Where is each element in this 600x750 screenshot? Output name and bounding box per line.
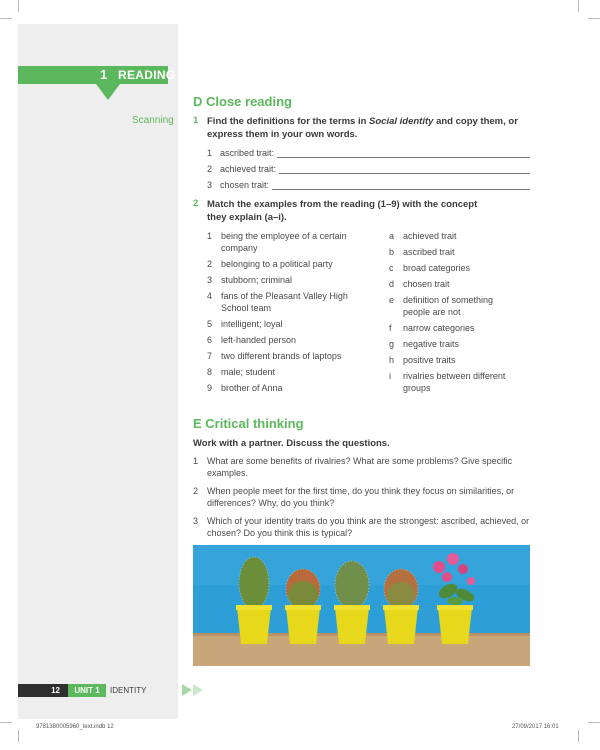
discussion-question: 3 Which of your identity traits do you think are the strongest: ascribed, achieved, or chosen? Do you think this is typical? xyxy=(193,516,530,538)
example-item-text: intelligent; loyal xyxy=(221,319,283,329)
crop-mark xyxy=(0,18,12,19)
example-item-number: 2 xyxy=(207,259,213,269)
discussion-question: 1 What are some benefits of rivalries? What are some problems? Give specific examples. xyxy=(193,456,513,478)
answer-line[interactable] xyxy=(277,149,530,158)
example-item-text: brother of Anna xyxy=(221,383,283,393)
fill-in-row: 3 chosen trait: xyxy=(207,178,530,190)
fill-in-row: 1 ascribed trait: xyxy=(207,146,530,158)
concept-item-number: i xyxy=(389,371,391,381)
concept-item-number: h xyxy=(389,355,395,365)
concept-item-text: positive traits xyxy=(403,355,456,365)
section-e-title: E Critical thinking xyxy=(193,416,304,431)
concept-item xyxy=(389,230,533,242)
section-d-title: D Close reading xyxy=(193,94,292,109)
question-number: 1 xyxy=(193,115,199,126)
question-2-text: Match the examples from the reading (1–9) with the concept they explain (a–i). xyxy=(207,199,478,223)
crop-mark xyxy=(18,730,19,742)
left-margin-panel xyxy=(18,24,178,719)
footer-unit: UNIT 1 xyxy=(68,684,106,697)
concept-item xyxy=(389,246,533,258)
example-item-text: fans of the Pleasant Valley High School team xyxy=(221,291,348,313)
concept-item-text: broad categories xyxy=(403,263,471,273)
example-item-text: stubborn; criminal xyxy=(221,275,293,285)
example-item xyxy=(207,290,391,314)
concept-item-number: c xyxy=(389,263,394,273)
example-item-number: 8 xyxy=(207,367,213,377)
example-item-number: 4 xyxy=(207,291,213,301)
crop-mark xyxy=(588,722,600,723)
concept-item xyxy=(389,278,533,290)
concept-item-text: ascribed trait xyxy=(403,247,455,257)
unit-label: READING xyxy=(118,68,176,82)
example-item-text: belonging to a political party xyxy=(221,259,333,269)
concept-item xyxy=(389,370,533,394)
cactus-pot xyxy=(285,569,321,644)
example-item xyxy=(207,350,391,362)
footer-title: IDENTITY xyxy=(110,686,147,695)
example-item-number: 5 xyxy=(207,319,213,329)
cactus-pot xyxy=(383,569,419,644)
concept-item-number: e xyxy=(389,295,395,305)
concept-item-text: narrow categories xyxy=(403,323,475,333)
concept-item xyxy=(389,354,533,366)
question-1-text: Find the definitions for the terms in Social identity and copy them, or express them in your own words. xyxy=(207,116,518,140)
concept-item-number: d xyxy=(389,279,395,289)
unit-banner-notch xyxy=(96,84,120,100)
concept-item-number: g xyxy=(389,339,395,349)
concept-item-text: achieved trait xyxy=(403,231,457,241)
concept-item-number: b xyxy=(389,247,395,257)
example-item-number: 3 xyxy=(207,275,213,285)
concept-item-number: f xyxy=(389,323,392,333)
concept-item-text: negative traits xyxy=(403,339,460,349)
example-item xyxy=(207,230,391,254)
example-item-number: 1 xyxy=(207,231,213,241)
concept-item xyxy=(389,262,533,274)
concept-item-text: definition of something people are not xyxy=(403,295,494,317)
cactus-photo xyxy=(193,545,530,666)
print-slug-file: 9781380005960_text.indb 12 xyxy=(36,724,114,730)
fill-in-row: 2 achieved trait: xyxy=(207,162,530,174)
concept-item xyxy=(389,322,533,334)
example-item-number: 6 xyxy=(207,335,213,345)
print-slug-date: 27/09/2017 16:01 xyxy=(512,724,559,730)
cactus-illustration xyxy=(193,545,530,666)
crop-mark xyxy=(18,0,19,12)
unit-number: 1 xyxy=(100,67,108,82)
concept-item xyxy=(389,338,533,350)
concept-item-text: rivalries between different groups xyxy=(403,371,506,393)
example-item-text: male; student xyxy=(221,367,276,377)
crop-mark xyxy=(578,0,579,12)
example-item xyxy=(207,318,391,330)
example-item-text: being the employee of a certain company xyxy=(221,231,347,253)
discussion-question: 2 When people meet for the first time, do you think they focus on similarities, or differences? Why, do you think? xyxy=(193,486,515,508)
example-item-number: 9 xyxy=(207,383,213,393)
example-item xyxy=(207,366,391,378)
concept-item-text: chosen trait xyxy=(403,279,450,289)
chevron-right-icon xyxy=(193,684,203,696)
chevron-right-icon xyxy=(182,684,192,696)
example-item-text: two different brands of laptops xyxy=(221,351,342,361)
crop-mark xyxy=(0,722,12,723)
answer-line[interactable] xyxy=(279,165,530,174)
example-item xyxy=(207,382,391,394)
example-item-text: left-handed person xyxy=(221,335,297,345)
concept-item-number: a xyxy=(389,231,395,241)
example-item-number: 7 xyxy=(207,351,213,361)
example-item xyxy=(207,258,391,270)
concept-item xyxy=(389,294,533,318)
margin-label-scanning: Scanning xyxy=(132,115,174,126)
answer-line[interactable] xyxy=(272,181,530,190)
example-item xyxy=(207,274,391,286)
example-item xyxy=(207,334,391,346)
page-number: 12 xyxy=(18,684,68,697)
crop-mark xyxy=(578,730,579,742)
question-number: 2 xyxy=(193,198,199,209)
section-e-instruction: Work with a partner. Discuss the questions. xyxy=(193,438,390,449)
crop-mark xyxy=(588,18,600,19)
